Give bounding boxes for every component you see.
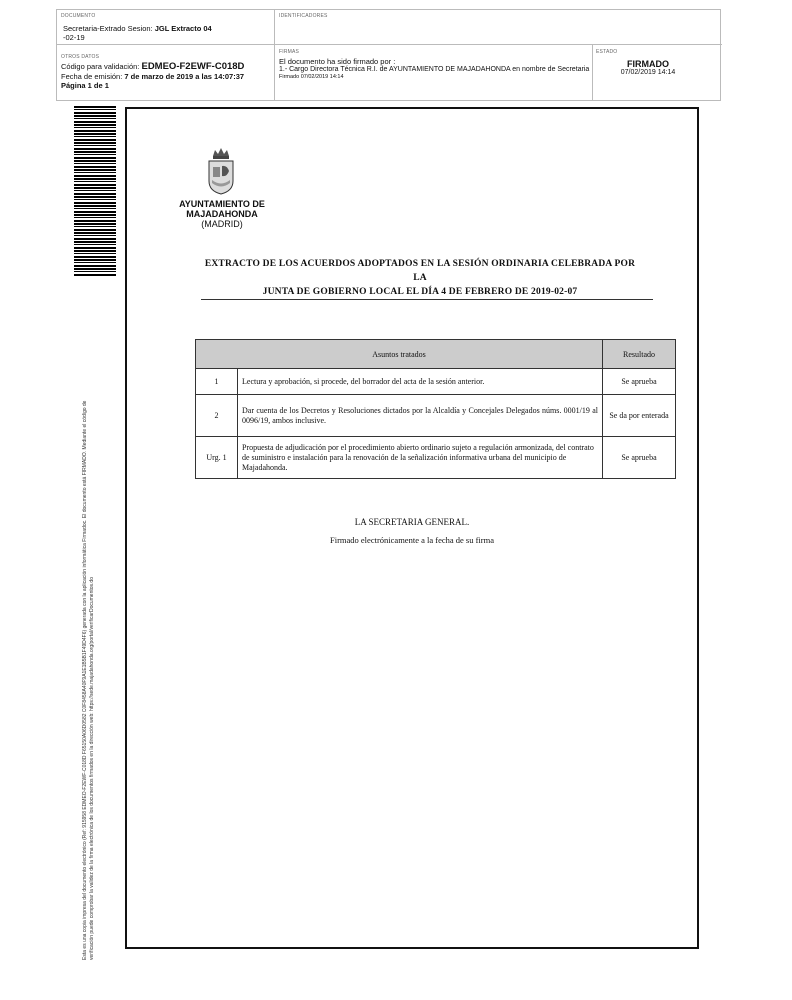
estado-cell xyxy=(593,45,722,100)
identificadores-cell xyxy=(275,10,722,45)
firmas-line3: Firmado 07/02/2019 14:14 xyxy=(279,74,344,80)
fecha-value: 7 de marzo de 2019 a las 14:07:37 xyxy=(124,72,245,81)
row-result: Se aprueba xyxy=(603,369,676,395)
row-text: Lectura y aprobación, si procede, del borrador del acta de la sesión anterior. xyxy=(238,369,603,395)
row-result: Se aprueba xyxy=(603,437,676,479)
table-row xyxy=(196,369,676,395)
firmas-label: FIRMAS xyxy=(279,49,300,55)
documento-bold: JGL Extracto 04 xyxy=(154,24,212,33)
otros-datos-label: OTROS DATOS xyxy=(61,54,100,60)
side-text-line2: verificación puede comprobar la validez de la firma electrónica de los documentos firmados en la dirección web: https://sede.majadahonda.org/portal/verificarDocumentos.do xyxy=(89,577,95,960)
institution-line1: AYUNTAMIENTO DE xyxy=(179,199,265,209)
document-title xyxy=(197,257,643,299)
estado-label: ESTADO xyxy=(596,49,618,55)
col-resultado-header: Resultado xyxy=(603,340,676,369)
fecha-emision xyxy=(61,72,244,81)
title-divider xyxy=(201,299,653,300)
row-result: Se da por enterada xyxy=(603,395,676,437)
row-number: 2 xyxy=(196,395,238,437)
col-asuntos-header: Asuntos tratados xyxy=(196,340,603,369)
document-header xyxy=(56,9,721,101)
row-number: Urg. 1 xyxy=(196,437,238,479)
codigo-value: EDMEO-F2EWF-C018D xyxy=(141,61,245,72)
row-text: Propuesta de adjudicación por el procedimiento abierto ordinario sujeto a regulación armonizada, del contrato de suministro e instalación para la renovación de la señalización informativa urbana del municipio de Majadahonda. xyxy=(238,437,603,479)
firmas-cell xyxy=(275,45,593,100)
documento-line2: -02-19 xyxy=(63,33,85,42)
pagina-count: Página 1 de 1 xyxy=(61,81,109,90)
institution-line3: (MADRID) xyxy=(201,219,243,229)
otros-datos-cell xyxy=(57,45,275,100)
signature-note: Firmado electrónicamente a la fecha de su firma xyxy=(329,535,495,545)
firmas-line1: El documento ha sido firmado por : xyxy=(279,57,396,66)
document-page xyxy=(125,107,699,949)
table-row xyxy=(196,395,676,437)
table-row xyxy=(196,437,676,479)
documento-label: DOCUMENTO xyxy=(61,13,96,19)
coat-of-arms-icon xyxy=(207,147,235,195)
agreements-table xyxy=(195,339,676,479)
firmas-line2: 1.- Cargo Directora Técnica R.I. de AYUNTAMIENTO DE MAJADAHONDA en nombre de Secretaria xyxy=(279,66,590,73)
barcode-image xyxy=(74,106,116,276)
identificadores-label: IDENTIFICADORES xyxy=(279,13,328,19)
title-line2: JUNTA DE GOBIERNO LOCAL EL DÍA 4 DE FEBRERO DE 2019-02-07 xyxy=(262,287,578,297)
signature-title: LA SECRETARIA GENERAL. xyxy=(354,517,470,527)
institution-line2: MAJADAHONDA xyxy=(186,209,258,219)
codigo-label: Código para validación: xyxy=(61,62,140,71)
documento-value xyxy=(63,24,212,42)
codigo-validacion xyxy=(61,62,244,71)
row-text: Dar cuenta de los Decretos y Resoluciones dictados por la Alcaldía y Concejales Delegados núms. 0001/19 al 0096/19, ambos inclusive. xyxy=(238,395,603,437)
row-number: 1 xyxy=(196,369,238,395)
side-text-line1: Esta es una copia impresa del documento electrónico (Ref: 915958 EDMEO-F2EWF-C018D F65150A06D0582 C0F8458A40F9A1E1B5B1F49D4F6) generada con la aplicación informática Firmadoc. El documento está FIRMADO. Mediante el código de xyxy=(82,400,88,960)
documento-name: Secretaria-Extrado Sesion: xyxy=(63,24,153,33)
documento-cell xyxy=(57,10,275,45)
fecha-label: Fecha de emisión: xyxy=(61,72,123,81)
institution-name xyxy=(167,199,277,229)
title-line1: EXTRACTO DE LOS ACUERDOS ADOPTADOS EN LA SESIÓN ORDINARIA CELEBRADA POR LA xyxy=(204,259,636,283)
estado-value: FIRMADO xyxy=(627,59,669,69)
estado-date: 07/02/2019 14:14 xyxy=(620,69,676,76)
side-verification-text xyxy=(82,401,96,960)
table-header-row xyxy=(196,340,676,369)
